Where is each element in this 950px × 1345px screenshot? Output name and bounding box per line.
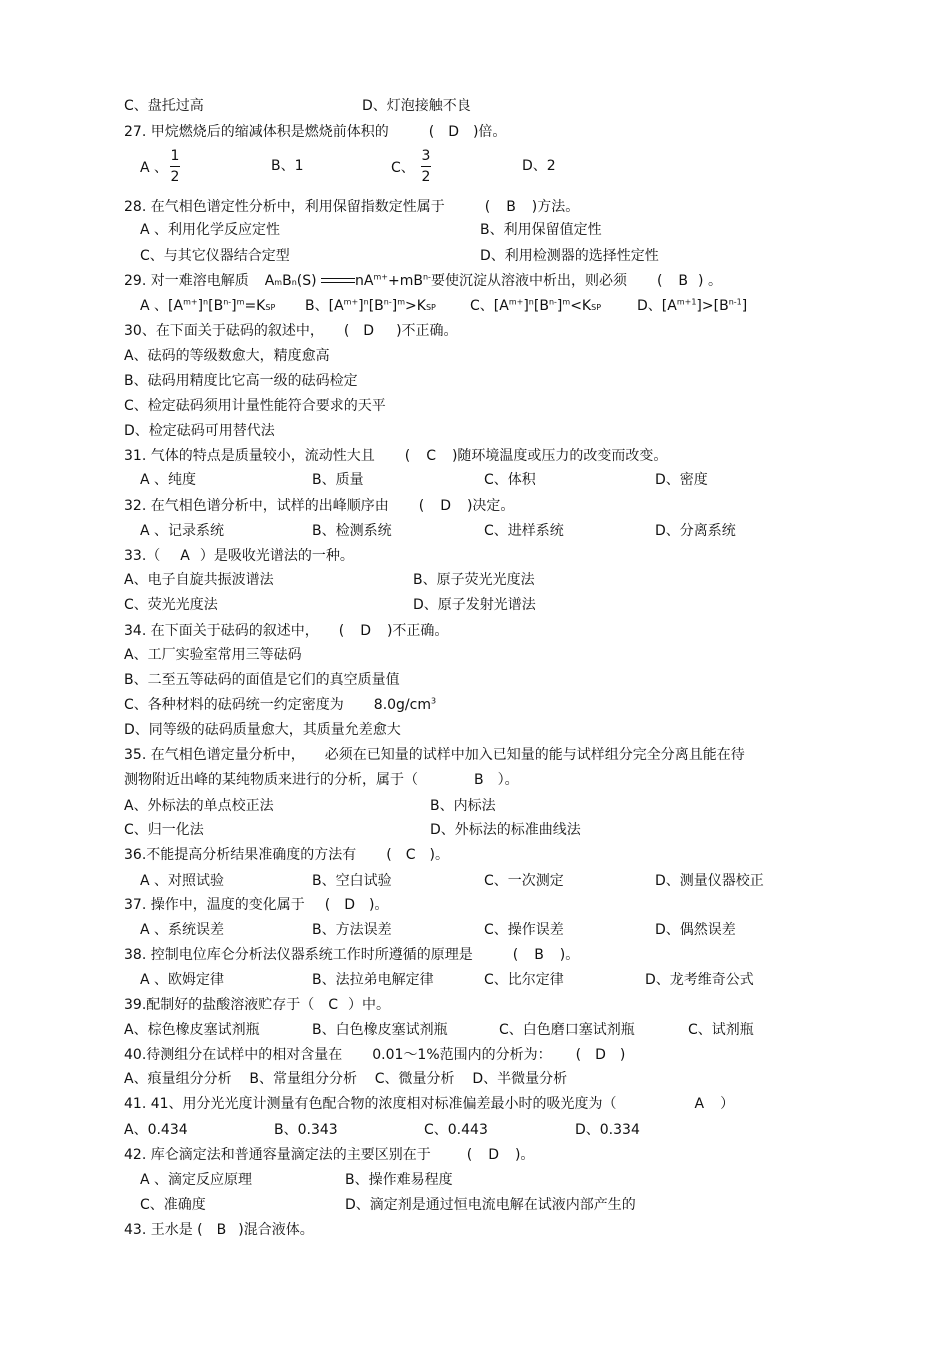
q30-option-a: A、砝码的等级数愈大，精度愈高: [124, 348, 330, 364]
question-text: 30、在下面关于砝码的叙述中，: [124, 323, 324, 339]
q33-option-a: A、电子自旋共振波谱法: [124, 572, 274, 588]
q27-option-c: C、: [391, 160, 415, 176]
q38-option-b: B、法拉弟电解定律: [312, 972, 434, 988]
answer: D: [360, 623, 371, 639]
question-tail: )决定。: [466, 498, 515, 514]
q38-option-c: C、比尔定律: [484, 972, 564, 988]
q42-option-d: D、滴定剂是通过恒电流电解在试液内部产生的: [345, 1197, 636, 1213]
answer: C: [328, 997, 339, 1013]
q29-option-a: A 、$[A^{m+}]^n[B^{n-}]^m=KSP$: [140, 297, 276, 314]
q42-option-c: C、准确度: [140, 1197, 206, 1213]
q38-option-a: A 、欧姆定律: [140, 972, 225, 988]
equilibrium-formula: AmBn(S) $nA^{m+}+mB^{n-}$: [264, 272, 431, 289]
q41-stem: [124, 1095, 734, 1113]
q32-stem: [124, 497, 514, 515]
answer: A: [694, 1096, 705, 1112]
q35-option-b: B、内标法: [430, 798, 496, 814]
q35-option-c: C、归一化法: [124, 822, 204, 838]
question-text: 42. 库仑滴定法和普通容量滴定法的主要区别在于: [124, 1147, 431, 1163]
question-tail: )。: [429, 847, 449, 863]
q43-stem: [124, 1221, 314, 1239]
answer: B: [474, 772, 484, 788]
answer: B: [678, 273, 689, 289]
question-tail: ）中。: [348, 997, 391, 1013]
question-text-cont: 必须在已知量的试样中加入已知量的能与试样组分完全分离且能在待: [324, 747, 745, 763]
q27-stem: [124, 123, 506, 141]
q38-stem: [124, 946, 579, 964]
answer: D: [448, 124, 459, 140]
paren-open: (: [484, 199, 491, 215]
question-text: 测物附近出峰的某纯物质来进行的分析，属于（: [124, 772, 418, 788]
numerator: 1: [170, 148, 180, 164]
paren-open: (: [386, 847, 392, 863]
q36-option-a: A 、对照试验: [140, 873, 225, 889]
q36-option-d: D、测量仪器校正: [655, 873, 764, 889]
question-tail: )。: [368, 897, 389, 913]
answer: B: [506, 199, 516, 215]
q39-option-d: C、试剂瓶: [688, 1022, 754, 1038]
answer: C: [426, 448, 436, 464]
q30-option-d: D、检定砝码可用替代法: [124, 423, 275, 439]
question-tail: ）: [720, 1096, 735, 1112]
q39-stem: [124, 996, 390, 1014]
q37-option-d: D、偶然误差: [655, 922, 736, 938]
paren-open: (: [466, 1147, 473, 1163]
q36-option-b: B、空白试验: [312, 873, 392, 889]
q33-option-d: D、原子发射光谱法: [413, 597, 536, 613]
q27-option-d: D、2: [522, 158, 556, 174]
paren-open: (: [338, 623, 345, 639]
question-tail: )随环境温度或压力的改变而改变。: [451, 448, 668, 464]
question-text: 41. 41、用分光光度计测量有色配合物的浓度相对标准偏差最小时的吸光度为（: [124, 1096, 617, 1112]
question-text: 32. 在气相色谱分析中，试样的出峰顺序由: [124, 498, 389, 514]
question-text: 36.不能提高分析结果准确度的方法有: [124, 847, 357, 863]
q28-option-a: A 、利用化学反应定性: [140, 222, 281, 238]
q32-option-a: A 、记录系统: [140, 523, 225, 539]
answer: C: [405, 847, 416, 863]
q26-option-d: D、灯泡接触不良: [362, 98, 471, 114]
q34-stem: [124, 622, 448, 640]
density-value: 8.0g/cm: [373, 697, 431, 713]
numerator: 3: [421, 148, 431, 164]
q30-option-c: C、检定砝码须用计量性能符合要求的天平: [124, 398, 386, 414]
question-text: 40.待测组分在试样中的相对含量在: [124, 1047, 343, 1063]
paren-open: (: [404, 448, 411, 464]
question-text: 37. 操作中，温度的变化属于: [124, 897, 305, 913]
question-text: 38. 控制电位库仑分析法仪器系统工作时所遵循的原理是: [124, 947, 473, 963]
q41-option-c: C、0.443: [424, 1122, 488, 1138]
q31-option-a: A 、纯度: [140, 472, 197, 488]
q26-option-c: C、盘托过高: [124, 98, 204, 114]
q27-option-a: A 、: [140, 160, 169, 176]
question-text: 34. 在下面关于砝码的叙述中，: [124, 623, 319, 639]
question-text: 29. 对一难溶电解质: [124, 273, 249, 289]
q31-option-b: B、质量: [312, 472, 364, 488]
answer: B: [534, 947, 544, 963]
q42-option-b: B、操作难易程度: [345, 1172, 453, 1188]
q28-option-c: C、与其它仪器结合定型: [140, 248, 290, 264]
fraction-one-half: [170, 148, 180, 185]
answer: D: [595, 1047, 606, 1063]
q28-option-d: D、利用检测器的选择性定性: [480, 248, 659, 264]
q37-option-c: C、操作误差: [484, 922, 564, 938]
question-text: 43. 王水是 (: [124, 1222, 203, 1238]
q34-option-b: B、二至五等砝码的面值是它们的真空质量值: [124, 672, 400, 688]
q38-option-d: D、龙考维奇公式: [645, 972, 754, 988]
paren-open: (: [656, 273, 663, 289]
q33-stem: [124, 547, 354, 565]
q33-option-b: B、原子荧光光度法: [413, 572, 535, 588]
equilibrium-arrow: [321, 276, 355, 286]
q36-option-c: C、一次测定: [484, 873, 564, 889]
question-tail: )不正确。: [386, 623, 449, 639]
denominator: 2: [170, 169, 180, 185]
q39-option-c: C、白色磨口塞试剂瓶: [499, 1022, 635, 1038]
q34-option-a: A、工厂实验室常用三等砝码: [124, 647, 302, 663]
paren-open: (: [512, 947, 519, 963]
q27-option-b: B、1: [271, 158, 304, 174]
q30-option-b: B、砝码用精度比它高一级的砝码检定: [124, 373, 358, 389]
question-tail: )不正确。: [396, 323, 458, 339]
paren-open: (: [343, 323, 350, 339]
answer: D: [344, 897, 355, 913]
q29-option-c: C、$[A^{m+}]^n[B^{n-}]^m<KSP$: [470, 297, 602, 314]
answer: D: [363, 323, 375, 339]
q35-option-d: D、外标法的标准曲线法: [430, 822, 581, 838]
answer: D: [440, 498, 451, 514]
q39-option-a: A、棕色橡皮塞试剂瓶: [124, 1022, 260, 1038]
answer: D: [488, 1147, 499, 1163]
q35-stem-line1: [124, 746, 745, 764]
q32-option-b: B、检测系统: [312, 523, 392, 539]
question-text: 35. 在气相色谱定量分析中，: [124, 747, 305, 763]
denominator: 2: [421, 169, 431, 185]
q28-stem: [124, 198, 579, 216]
question-tail: ）。: [497, 772, 519, 788]
question-text: 28. 在气相色谱定性分析中，利用保留指数定性属于: [124, 199, 445, 215]
paren-open: (: [428, 124, 435, 140]
exponent: 3: [430, 696, 437, 706]
q42-stem: [124, 1146, 534, 1164]
option-text: C、各种材料的砝码统一约定密度为: [124, 697, 344, 713]
question-tail: )倍。: [472, 124, 507, 140]
question-text: 39.配制好的盐酸溶液贮存于（: [124, 997, 315, 1013]
paren-open: (: [324, 897, 331, 913]
q37-stem: [124, 896, 388, 914]
q41-option-a: A、0.434: [124, 1122, 188, 1138]
question-tail: ）是吸收光谱法的一种。: [199, 548, 354, 564]
q34-option-c: [124, 696, 436, 714]
q31-stem: [124, 447, 667, 465]
question-tail: )混合液体。: [238, 1222, 314, 1238]
q37-option-b: B、方法误差: [312, 922, 392, 938]
q29-option-b: B、$[A^{m+}]^n[B^{n-}]^m>KSP$: [305, 297, 436, 314]
q35-option-a: A、外标法的单点校正法: [124, 798, 274, 814]
paren-open: (: [418, 498, 425, 514]
q29-option-d: D、$[A^{m+1}]>[B^{n-1}]$: [637, 297, 748, 314]
question-tail: )。: [559, 947, 580, 963]
q31-option-d: D、密度: [655, 472, 708, 488]
answer: A: [180, 548, 190, 564]
question-tail: ): [619, 1047, 626, 1063]
q35-stem-line2: [124, 771, 519, 789]
paren-close: ) 。: [698, 273, 722, 289]
fraction-three-halves: [421, 148, 431, 185]
question-tail: )方法。: [531, 199, 580, 215]
q41-option-d: D、0.334: [575, 1122, 640, 1138]
answer: B: [216, 1222, 227, 1238]
q33-option-c: C、荧光光度法: [124, 597, 218, 613]
q36-stem: [124, 846, 449, 864]
q31-option-c: C、体积: [484, 472, 536, 488]
q40-stem: [124, 1046, 625, 1064]
paren-open: (: [575, 1047, 582, 1063]
q37-option-a: A 、系统误差: [140, 922, 225, 938]
q34-option-d: D、同等级的砝码质量愈大，其质量允差愈大: [124, 722, 401, 738]
q39-option-b: B、白色橡皮塞试剂瓶: [312, 1022, 448, 1038]
q41-option-b: B、0.343: [274, 1122, 338, 1138]
question-text: 27. 甲烷燃烧后的缩减体积是燃烧前体积的: [124, 124, 389, 140]
question-text: 31. 气体的特点是质量较小，流动性大且: [124, 448, 375, 464]
question-tail: )。: [514, 1147, 535, 1163]
q32-option-c: C、进样系统: [484, 523, 564, 539]
q40-options: A、痕量组分分析 B、常量组分分析 C、微量分析 D、半微量分析: [124, 1071, 568, 1087]
q32-option-d: D、分离系统: [655, 523, 736, 539]
question-tail: 要使沉淀从溶液中析出，则必须: [430, 273, 627, 289]
question-text: 33.（: [124, 548, 161, 564]
q42-option-a: A 、滴定反应原理: [140, 1172, 253, 1188]
q28-option-b: B、利用保留值定性: [480, 222, 602, 238]
range-text: 0.01～1%范围内的分析为：: [372, 1047, 552, 1063]
q30-stem: [124, 322, 458, 340]
q29-stem: [124, 272, 722, 292]
